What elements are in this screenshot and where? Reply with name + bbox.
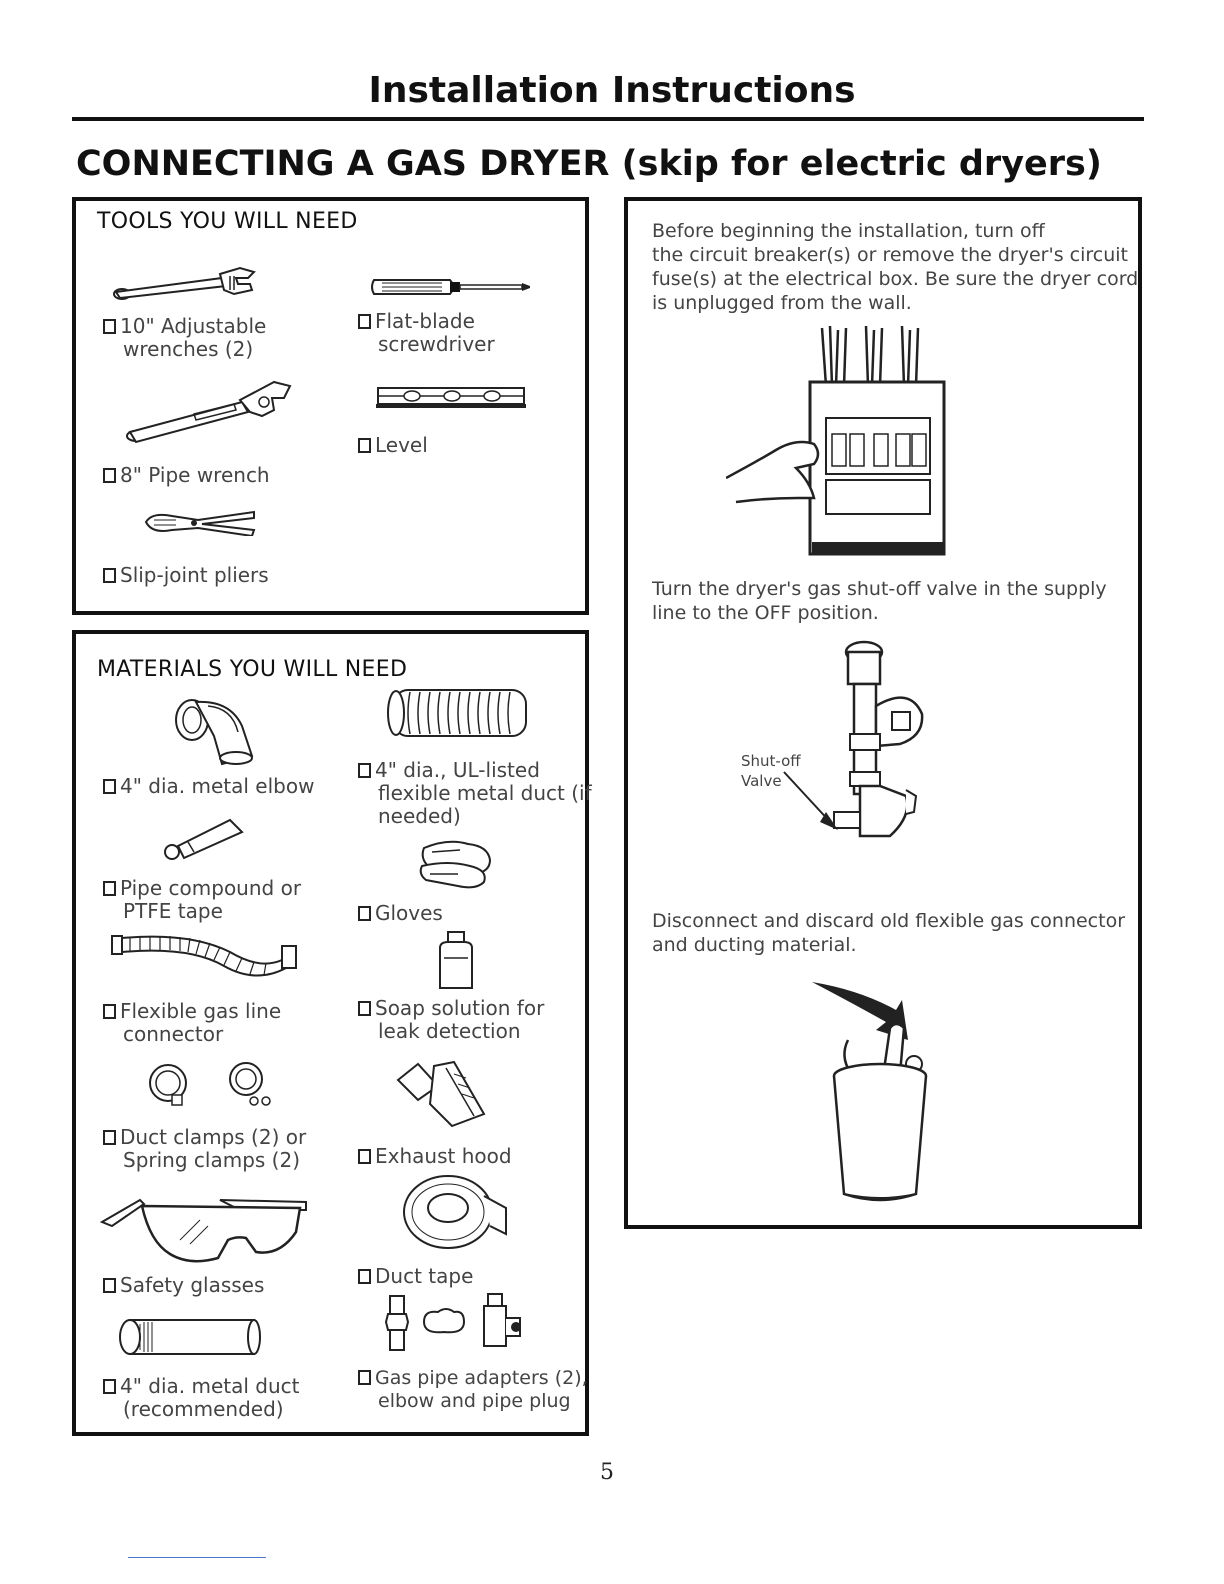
material-item-flexible-duct: 4" dia., UL-listed flexible metal duct (if needed) (358, 759, 592, 828)
pipe-wrench-icon (124, 376, 294, 446)
exhaust-hood-icon (394, 1056, 488, 1132)
step1-text: Before beginning the installation, turn off the circuit breaker(s) or remove the dryer's circuit fuse(s) at the electrical box. Be sure the dryer cord is unplugged from the wall. (652, 220, 1139, 314)
checkbox[interactable] (103, 568, 116, 583)
page-number: 5 (600, 1460, 614, 1485)
material-item-pipe-compound: Pipe compound or PTFE tape (103, 877, 301, 923)
screwdriver-icon (370, 274, 532, 300)
material-item-safety-glasses: Safety glasses (103, 1274, 264, 1297)
tool-item-pliers: Slip-joint pliers (103, 564, 269, 587)
pipe-compound-icon (160, 816, 246, 864)
gas-connector-icon (110, 930, 306, 988)
trash-can-illustration (810, 980, 950, 1210)
safety-glasses-icon (100, 1192, 308, 1268)
checkbox[interactable] (358, 1149, 371, 1164)
soap-bottle-icon (436, 930, 476, 992)
valve-pointer-arrow (780, 768, 840, 832)
material-item-exhaust-hood: Exhaust hood (358, 1145, 512, 1168)
checkbox[interactable] (358, 1370, 371, 1385)
gloves-icon (418, 836, 494, 890)
step3-text: Disconnect and discard old flexible gas connector and ducting material. (652, 910, 1126, 956)
tool-item-adjustable-wrench: 10" Adjustable wrenches (2) (103, 315, 266, 361)
tools-title: TOOLS YOU WILL NEED (97, 209, 358, 234)
checkbox[interactable] (103, 1130, 116, 1145)
valve-label: Shut-off Valve (741, 752, 801, 790)
checkbox[interactable] (103, 1379, 116, 1394)
pliers-icon (142, 508, 258, 536)
step2-text: Turn the dryer's gas shut-off valve in the supply line to the OFF position. (652, 578, 1107, 624)
footer-line (128, 1557, 266, 1558)
header-rule (72, 117, 1144, 121)
checkbox[interactable] (358, 1001, 371, 1016)
flexible-duct-icon (384, 684, 536, 742)
material-item-gas-connector: Flexible gas line connector (103, 1000, 281, 1046)
duct-tape-icon (400, 1172, 510, 1252)
checkbox[interactable] (103, 1004, 116, 1019)
checkbox[interactable] (103, 319, 116, 334)
checkbox[interactable] (358, 438, 371, 453)
checkbox[interactable] (358, 314, 371, 329)
material-item-clamps: Duct clamps (2) or Spring clamps (2) (103, 1126, 306, 1172)
page-header: Installation Instructions (368, 70, 856, 111)
checkbox[interactable] (358, 763, 371, 778)
gas-adapters-icon (384, 1292, 528, 1354)
checkbox[interactable] (103, 779, 116, 794)
tool-item-screwdriver: Flat-blade screwdriver (358, 310, 495, 356)
checkbox[interactable] (103, 881, 116, 896)
material-item-gloves: Gloves (358, 902, 443, 925)
level-icon (376, 385, 528, 409)
material-item-metal-elbow: 4" dia. metal elbow (103, 775, 314, 798)
clamps-icon (140, 1057, 278, 1111)
tool-item-level: Level (358, 434, 428, 457)
breaker-box-illustration (726, 322, 950, 558)
checkbox[interactable] (103, 1278, 116, 1293)
material-item-gas-adapters: Gas pipe adapters (2), elbow and pipe plug (358, 1367, 588, 1413)
metal-duct-icon (116, 1316, 262, 1358)
material-item-metal-duct: 4" dia. metal duct (recommended) (103, 1375, 300, 1421)
checkbox[interactable] (358, 906, 371, 921)
tool-item-pipe-wrench: 8" Pipe wrench (103, 464, 270, 487)
checkbox[interactable] (358, 1269, 371, 1284)
metal-elbow-icon (170, 696, 260, 770)
section-title: CONNECTING A GAS DRYER (skip for electric dryers) (76, 144, 1102, 184)
material-item-duct-tape: Duct tape (358, 1265, 473, 1288)
materials-title: MATERIALS YOU WILL NEED (97, 657, 408, 682)
adjustable-wrench-icon (112, 262, 262, 304)
material-item-soap-solution: Soap solution for leak detection (358, 997, 544, 1043)
checkbox[interactable] (103, 468, 116, 483)
